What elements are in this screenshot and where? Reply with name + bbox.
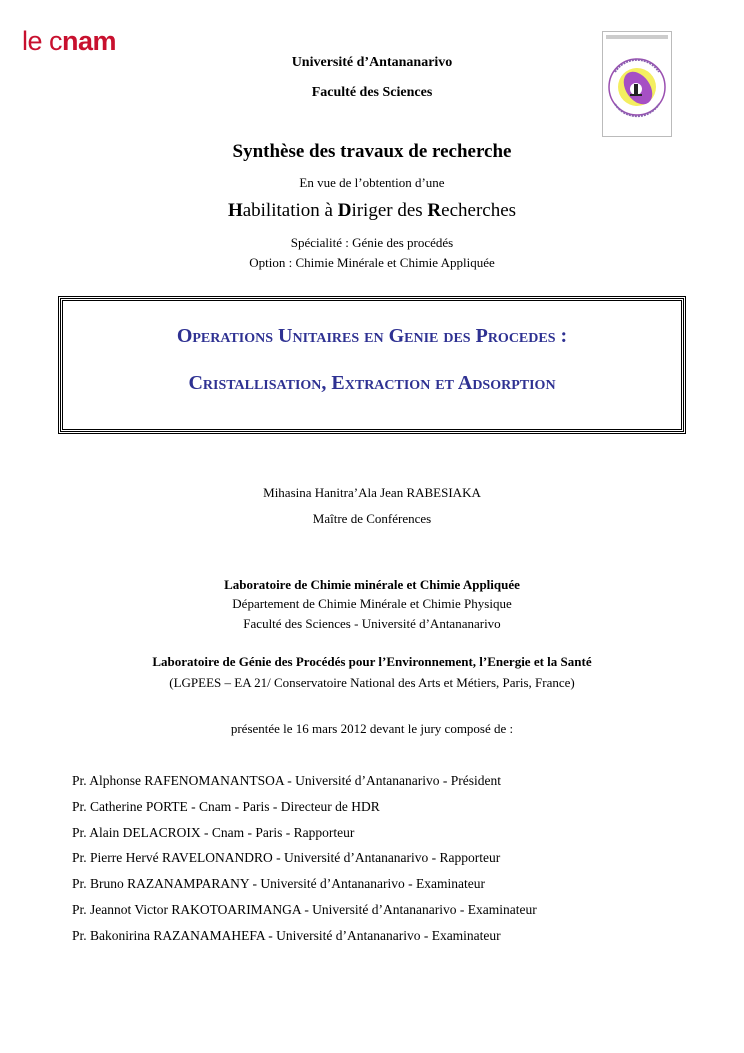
author-position: Maître de Conférences: [312, 511, 432, 526]
jury-member: Pr. Bakonirina RAZANAMAHEFA - Université d’Antananarivo - Examinateur: [72, 928, 501, 943]
jury-member: Pr. Alain DELACROIX - Cnam - Paris - Rapporteur: [72, 825, 355, 840]
thesis-title-line2: Cristallisation, Extraction et Adsorption: [188, 372, 556, 394]
degree-r: R: [427, 200, 442, 221]
purpose-text: En vue de l’obtention d’une: [299, 175, 445, 190]
cnam-logo: [22, 28, 116, 55]
degree-part2: iriger des: [351, 200, 428, 221]
faculty-seal-logo: [602, 31, 672, 137]
lab1-faculty: Faculté des Sciences - Université d’Antananarivo: [243, 616, 501, 631]
degree-part3: echerches: [441, 200, 517, 221]
logo-text-light: le c: [22, 26, 63, 56]
seal-icon: [603, 32, 671, 136]
jury-member: Pr. Jeannot Victor RAKOTOARIMANGA - Université d’Antananarivo - Examinateur: [72, 902, 537, 917]
lab1-name: Laboratoire de Chimie minérale et Chimie Appliquée: [224, 577, 520, 592]
faculty-name: Faculté des Sciences: [311, 85, 433, 100]
jury-member: Pr. Pierre Hervé RAVELONANDRO - Université d’Antananarivo - Rapporteur: [72, 850, 501, 865]
option: Option : Chimie Minérale et Chimie Appliquée: [249, 255, 495, 270]
degree-h: H: [227, 200, 243, 221]
lab2-detail: (LGPEES – EA 21/ Conservatoire National des Arts et Métiers, Paris, France): [169, 675, 575, 690]
jury-member: Pr. Bruno RAZANAMPARANY - Université d’Antananarivo - Examinateur: [72, 876, 485, 891]
thesis-title-line1: Operations Unitaires en Genie des Procedes :: [176, 325, 568, 347]
specialty: Spécialité : Génie des procédés: [290, 235, 454, 250]
author-name: Mihasina Hanitra’Ala Jean RABESIAKA: [263, 485, 481, 500]
presentation-date: présentée le 16 mars 2012 devant le jury composé de :: [230, 721, 514, 736]
lab2-name: Laboratoire de Génie des Procédés pour l’Environnement, l’Energie et la Santé: [152, 654, 592, 669]
degree-title: [0, 200, 744, 222]
document-type: Synthèse des travaux de recherche: [232, 141, 512, 162]
jury-member: Pr. Alphonse RAFENOMANANTSOA - Université d’Antananarivo - Président: [72, 773, 501, 788]
title-box: [60, 298, 684, 432]
degree-d: D: [337, 200, 352, 221]
logo-text-bold: nam: [62, 26, 117, 56]
degree-part1: abilitation à: [242, 200, 338, 221]
jury-member: Pr. Catherine PORTE - Cnam - Paris - Directeur de HDR: [72, 799, 380, 814]
lab1-dept: Département de Chimie Minérale et Chimie Physique: [232, 596, 512, 611]
university-name: Université d’Antananarivo: [291, 55, 453, 70]
